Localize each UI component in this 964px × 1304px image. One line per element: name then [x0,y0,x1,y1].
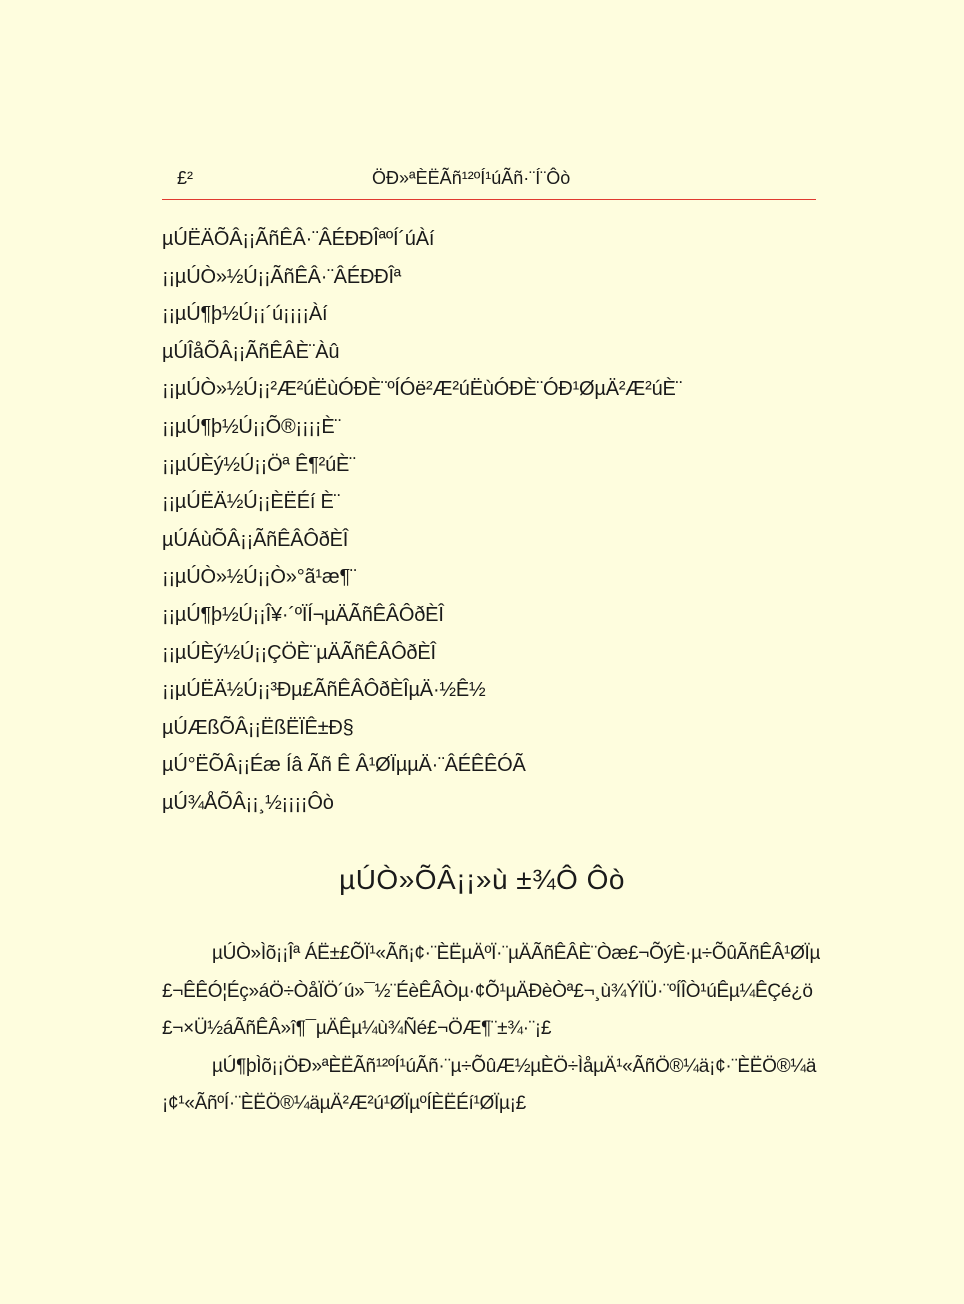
toc-section-4-2[interactable]: ¡¡µÚ¶þ½Ú¡¡´ú¡¡¡¡Àí [162,303,328,326]
toc-section-6-4[interactable]: ¡¡µÚËÄ½Ú¡¡³Ðµ£ÃñÊÂÔðÈÎµÄ·½Ê½ [162,679,486,702]
toc-section-6-3[interactable]: ¡¡µÚÈý½Ú¡¡ÇÖÈ¨µÄÃñÊÂÔðÈÎ [162,641,436,664]
toc-section-5-1[interactable]: ¡¡µÚÒ»½Ú¡¡²Æ²úËùÓÐÈ¨ºÍÓë²Æ²úËùÓÐÈ¨ÓÐ¹ØµÄ²Æ²úÈ¨ [162,378,683,401]
body-text [162,935,822,1123]
toc-chapter-8[interactable]: µÚ°ËÕÂ¡¡Éæ Íâ Ãñ Ê Â¹ØÏµµÄ·¨ÂÉÊÊÓÃ [162,754,526,777]
toc-section-4-1[interactable]: ¡¡µÚÒ»½Ú¡¡ÃñÊÂ·¨ÂÉÐÐÎª [162,265,401,288]
toc-section-6-2[interactable]: ¡¡µÚ¶þ½Ú¡¡Î¥·´ºÏÍ¬µÄÃñÊÂÔðÈÎ [162,603,444,626]
toc-chapter-9[interactable]: µÚ¾ÅÕÂ¡¡¸½¡¡¡¡Ôò [162,791,334,814]
toc-chapter-5[interactable]: µÚÎåÕÂ¡¡ÃñÊÂÈ¨Àû [162,340,340,363]
toc-section-5-2[interactable]: ¡¡µÚ¶þ½Ú¡¡Õ®¡¡¡¡È¨ [162,415,341,438]
header-rule [162,199,816,200]
toc-section-6-1[interactable]: ¡¡µÚÒ»½Ú¡¡Ò»°ã¹æ¶¨ [162,566,357,589]
running-head-title: ÖÐ»ªÈËÃñ¹²ºÍ¹úÃñ·¨Í¨Ôò [372,168,571,188]
toc-chapter-6[interactable]: µÚÁùÕÂ¡¡ÃñÊÂÔðÈÎ [162,528,349,551]
toc-section-5-4[interactable]: ¡¡µÚËÄ½Ú¡¡ÈËÉí È¨ [162,491,341,514]
article-2-paragraph: µÚ¶þÌõ¡¡ÖÐ»ªÈËÃñ¹²ºÍ¹úÃñ·¨µ÷ÕûÆ½µÈÖ÷ÌåµÄ¹«ÃñÖ®¼ä¡¢·¨ÈËÖ®¼ä¡¢¹«ÃñºÍ·¨ÈËÖ®¼äµÄ²Æ²ú¹ØÏµºÍÈËÉí¹ØÏµ¡£ [162,1055,817,1114]
page-number: £² [177,168,194,188]
chapter-title: µÚÒ»ÕÂ¡¡»ù ±¾Ô Ôò [339,864,625,895]
table-of-contents [162,224,822,826]
article-1-paragraph: µÚÒ»Ìõ¡¡Îª ÁË±£ÕÏ¹«Ãñ¡¢·¨ÈËµÄºÏ·¨µÄÃñÊÂÈ¨Òæ£¬ÕýÈ·µ÷ÕûÃñÊÂ¹ØÏµ£¬ÊÊÓ¦Éç»áÖ÷ÒåÏÖ´ú»¯½¨ÉèÊÂÒµ·¢Õ¹µÄÐèÒª£¬¸ù¾ÝÏÜ·¨ºÍÎÒ¹úÊµ¼ÊÇé¿ö£¬×Ü½áÃñÊÂ»î¶¯µÄÊµ¼ù¾Ñé£¬ÖÆ¶¨±¾·¨¡£ [162,943,821,1039]
toc-chapter-4[interactable]: µÚËÄÕÂ¡¡ÃñÊÂ·¨ÂÉÐÐÎªºÍ´úÀí [162,228,435,250]
toc-section-5-3[interactable]: ¡¡µÚÈý½Ú¡¡Öª Ê¶²úÈ¨ [162,453,356,476]
toc-chapter-7[interactable]: µÚÆßÕÂ¡¡ËßËÏÊ±Ð§ [162,716,354,739]
